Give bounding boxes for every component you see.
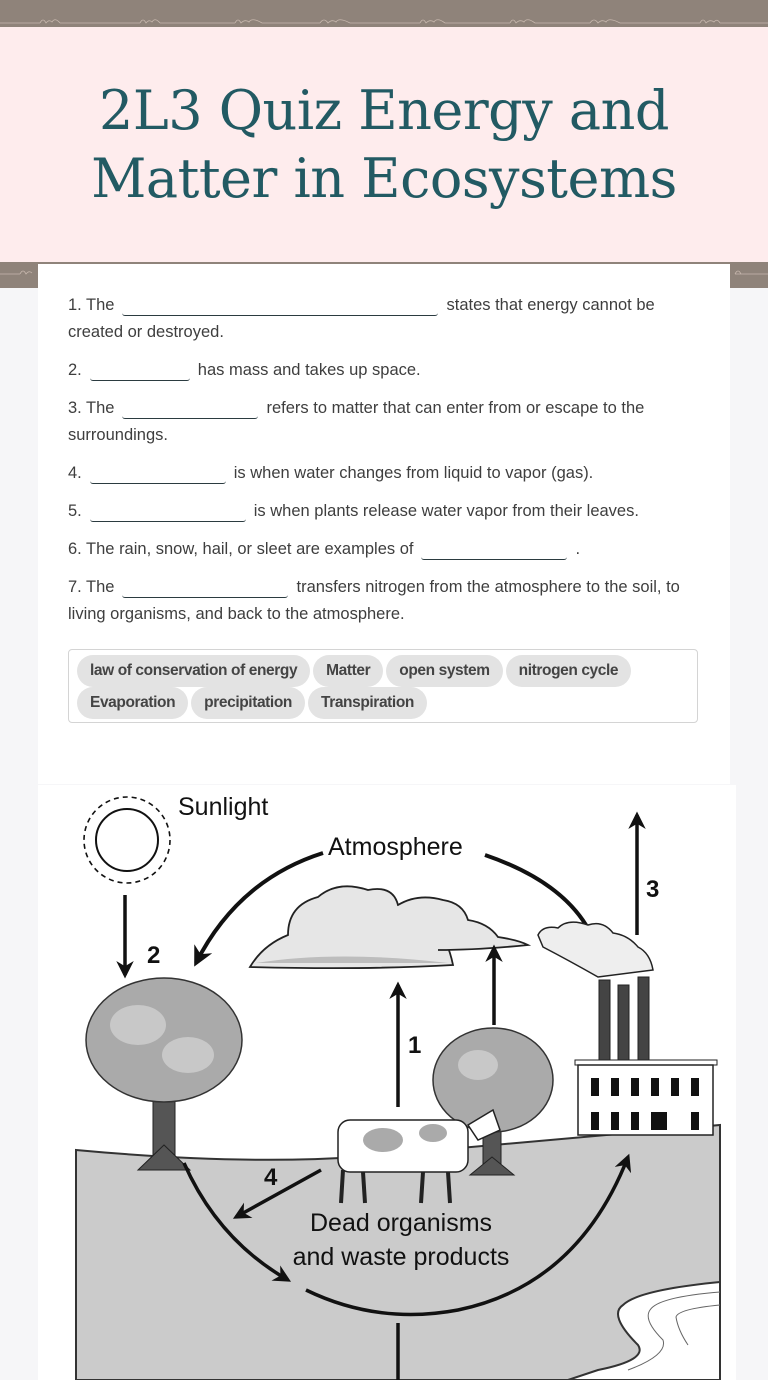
- question-suffix: states that energy cannot be created or destroyed.: [68, 296, 655, 341]
- factory-icon: [538, 922, 717, 1135]
- decorative-band-top: [0, 0, 768, 27]
- script-pattern-icon: [0, 14, 768, 26]
- question-suffix: refers to matter that can enter from or escape to the surroundings.: [68, 399, 645, 444]
- question-6: [68, 536, 708, 563]
- question-prefix: 2.: [68, 361, 82, 379]
- page-title: [0, 77, 768, 213]
- question-suffix: is when plants release water vapor from their leaves.: [253, 502, 639, 520]
- question-suffix: .: [575, 540, 581, 558]
- question-2: [68, 357, 708, 384]
- question-prefix: 1. The: [68, 296, 115, 314]
- title-line-2: Matter in Ecosystems: [91, 147, 677, 210]
- arrow-label-3: 3: [646, 876, 660, 903]
- word-chip[interactable]: open system: [386, 655, 502, 687]
- question-suffix: transfers nitrogen from the atmosphere to the soil, to living organisms, and back to the atmosphere.: [68, 578, 680, 623]
- question-prefix: 4.: [68, 464, 82, 482]
- question-1: [68, 292, 708, 346]
- question-4: [68, 460, 708, 487]
- question-5: [68, 498, 708, 525]
- answer-blank-2[interactable]: [90, 360, 190, 381]
- question-prefix: 3. The: [68, 399, 115, 417]
- arrow-label-2: 2: [147, 942, 161, 969]
- answer-blank-5[interactable]: [90, 501, 246, 522]
- sun-icon: [84, 797, 170, 883]
- word-chip[interactable]: Matter: [313, 655, 383, 687]
- word-bank: [68, 649, 698, 723]
- answer-blank-6[interactable]: [421, 539, 567, 560]
- question-7: [68, 574, 708, 628]
- carbon-cycle-diagram: [38, 785, 736, 1380]
- cloud-icon: [250, 886, 528, 968]
- word-chip[interactable]: nitrogen cycle: [506, 655, 632, 687]
- question-prefix: 7. The: [68, 578, 115, 596]
- tree-icon: [86, 978, 242, 1170]
- answer-blank-1[interactable]: [122, 295, 438, 316]
- page-header: [0, 27, 768, 262]
- atmosphere-label: Atmosphere: [328, 833, 463, 861]
- question-suffix: has mass and takes up space.: [197, 361, 421, 379]
- question-prefix: 6. The rain, snow, hail, or sleet are examples of: [68, 540, 414, 558]
- sunlight-label: Sunlight: [178, 793, 269, 821]
- word-chip[interactable]: Evaporation: [77, 687, 188, 719]
- diagram-illustration: [38, 785, 736, 1380]
- answer-blank-7[interactable]: [122, 577, 288, 598]
- quiz-questions: [68, 292, 708, 639]
- question-3: [68, 395, 708, 449]
- dead-organisms-label: Dead organisms: [309, 1209, 493, 1237]
- arrow-label-1: 1: [408, 1032, 422, 1059]
- answer-blank-3[interactable]: [122, 398, 258, 419]
- word-chip[interactable]: precipitation: [191, 687, 305, 719]
- arrow-label-4: 4: [264, 1164, 278, 1191]
- question-suffix: is when water changes from liquid to vapor (gas).: [233, 464, 594, 482]
- atmosphere-arc-right: [485, 855, 586, 925]
- word-chip[interactable]: law of conservation of energy: [77, 655, 310, 687]
- waste-products-label: and waste products: [292, 1243, 510, 1271]
- question-prefix: 5.: [68, 502, 82, 520]
- answer-blank-4[interactable]: [90, 463, 226, 484]
- title-line-1: 2L3 Quiz Energy and: [99, 79, 669, 142]
- word-chip[interactable]: Transpiration: [308, 687, 427, 719]
